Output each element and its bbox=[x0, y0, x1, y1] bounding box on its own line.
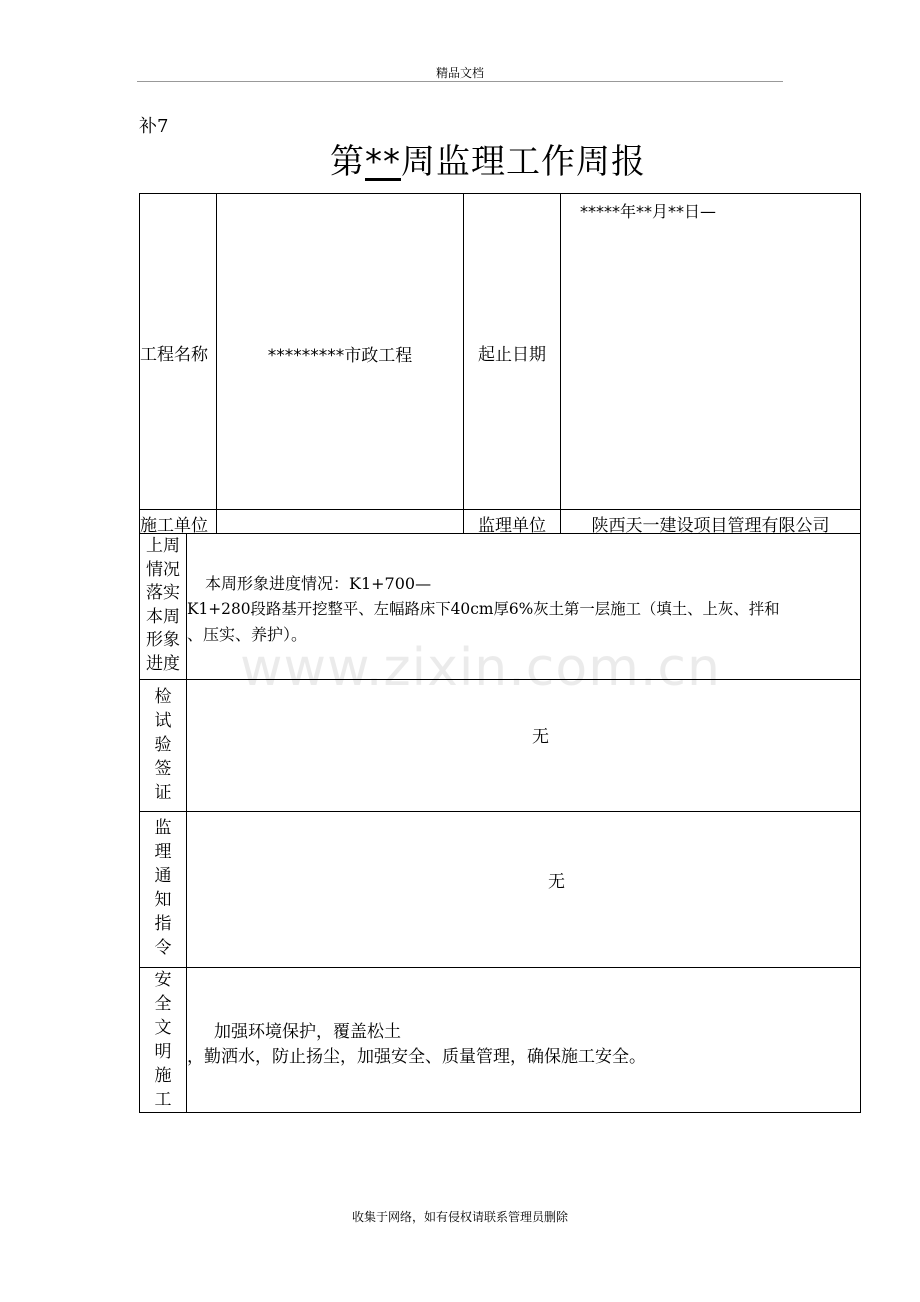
safety-label bbox=[140, 968, 186, 1112]
project-name-value: *********市政工程 bbox=[267, 346, 413, 366]
safety-label-char: 安 bbox=[154, 970, 172, 990]
safety-label-char: 文 bbox=[154, 1018, 172, 1038]
notice-label-char: 通 bbox=[154, 866, 172, 886]
progress-label-line: 形象 bbox=[146, 630, 180, 650]
inspection-value: 无 bbox=[532, 727, 549, 747]
inspection-label-char: 证 bbox=[154, 783, 172, 803]
inspection-label-char: 试 bbox=[154, 711, 172, 731]
row-divider-5 bbox=[139, 967, 861, 968]
notice-label-char: 令 bbox=[154, 938, 172, 958]
progress-label-line: 本周 bbox=[146, 606, 180, 627]
col-divider-3 bbox=[560, 193, 561, 533]
table-border-bottom bbox=[139, 1112, 861, 1113]
supervision-unit-label: 监理单位 bbox=[478, 516, 546, 536]
date-value: *****年**月**日— bbox=[580, 202, 717, 221]
inspection-label-char: 验 bbox=[154, 735, 172, 755]
notice-label-char: 指 bbox=[154, 914, 172, 934]
date-label: 起止日期 bbox=[478, 345, 546, 365]
safety-label-char: 工 bbox=[154, 1090, 172, 1110]
inspection-label-char: 检 bbox=[154, 687, 172, 707]
notice-value: 无 bbox=[548, 872, 565, 892]
notice-label bbox=[140, 816, 186, 960]
safety-label-char: 施 bbox=[154, 1066, 172, 1086]
page-title bbox=[0, 134, 920, 183]
title-week-number: ** bbox=[365, 142, 401, 182]
progress-text-line-3: 、压实、养护）。 bbox=[187, 625, 308, 644]
table-border-top bbox=[139, 193, 861, 194]
progress-text-line-1: 本周形象进度情况：K1+700— bbox=[205, 574, 432, 593]
title-suffix: 周监理工作周报 bbox=[401, 142, 646, 182]
page-header: 精品文档 bbox=[435, 66, 484, 80]
progress-label-line: 情况 bbox=[146, 559, 180, 580]
safety-text-line-2: ，勤洒水，防止扬尘，加强安全、质量管理，确保施工安全。 bbox=[187, 1047, 646, 1067]
progress-label bbox=[140, 535, 186, 676]
header-divider bbox=[137, 81, 783, 82]
row-divider-1 bbox=[139, 509, 861, 510]
table-border-right bbox=[860, 193, 861, 1112]
inspection-label-char: 签 bbox=[154, 759, 172, 779]
page-footer: 收集于网络，如有侵权请联系管理员删除 bbox=[351, 1210, 568, 1224]
safety-text-line-1: 加强环境保护，覆盖松土 bbox=[214, 1022, 401, 1042]
progress-label-line: 上周 bbox=[146, 536, 180, 556]
notice-label-char: 理 bbox=[154, 842, 172, 862]
col-divider-label bbox=[186, 533, 187, 1112]
watermark: www.zixin.com.cn bbox=[240, 638, 721, 698]
construction-unit-label: 施工单位 bbox=[140, 516, 208, 536]
safety-label-char: 明 bbox=[154, 1042, 172, 1062]
supplement-label: 补7 bbox=[139, 116, 169, 137]
project-name-label: 工程名称 bbox=[140, 345, 208, 365]
title-prefix: 第 bbox=[330, 142, 365, 182]
row-divider-4 bbox=[139, 811, 861, 812]
supervision-unit-value: 陕西天一建设项目管理有限公司 bbox=[591, 516, 830, 536]
notice-label-char: 监 bbox=[154, 818, 172, 838]
inspection-label bbox=[140, 685, 186, 805]
safety-label-char: 全 bbox=[154, 994, 172, 1014]
progress-label-line: 进度 bbox=[146, 653, 180, 674]
progress-text-line-2: K1+280段路基开挖整平、左幅路床下40cm厚6%灰土第一层施工（填土、上灰、拌和 bbox=[187, 600, 780, 618]
row-divider-3 bbox=[139, 679, 861, 680]
progress-label-line: 落实 bbox=[146, 583, 180, 603]
notice-label-char: 知 bbox=[154, 890, 172, 910]
